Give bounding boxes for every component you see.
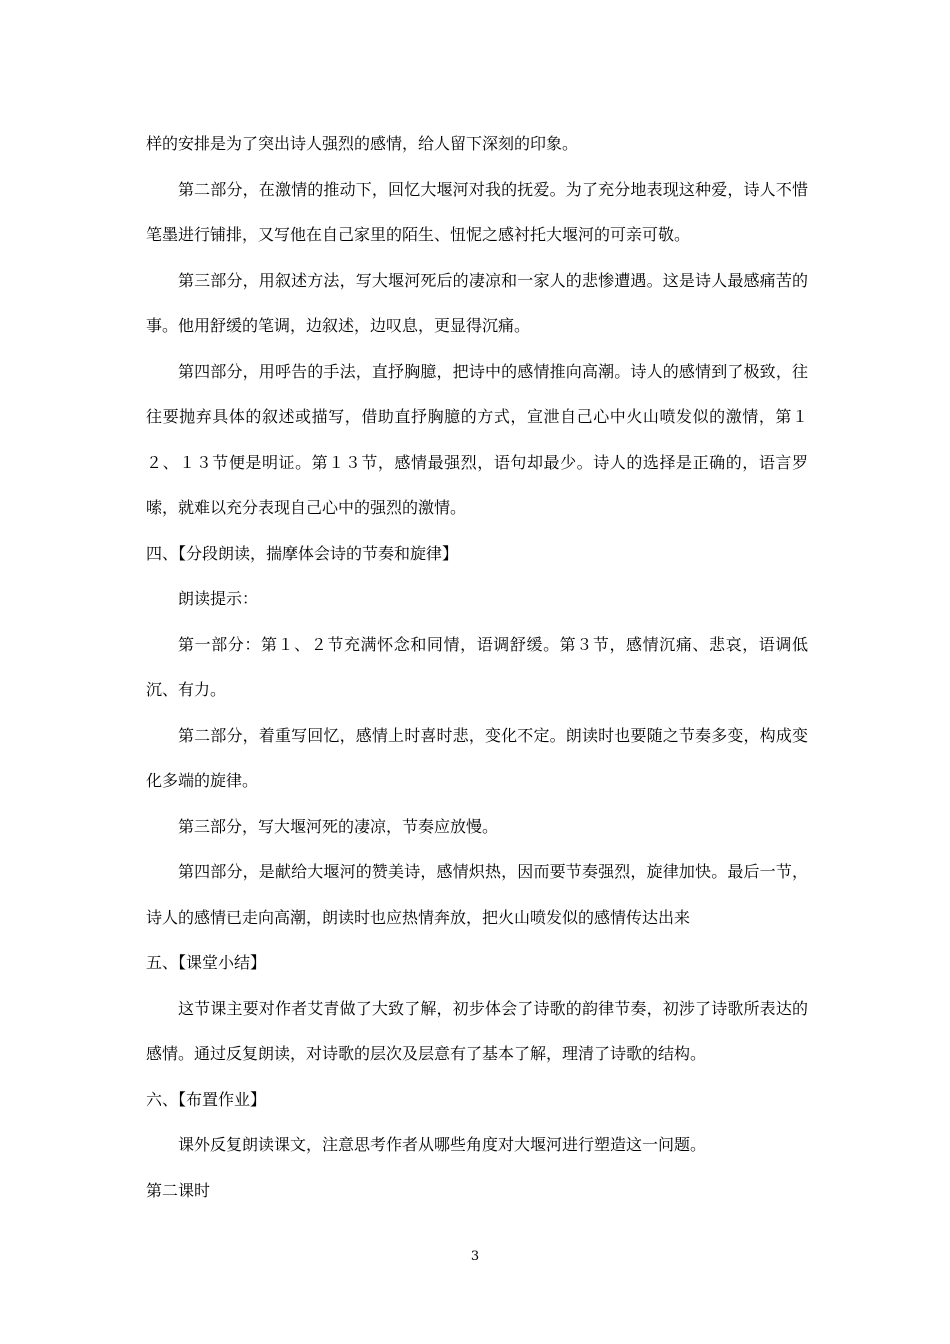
section-heading-six: 六、【布置作业】 xyxy=(146,1089,267,1109)
lesson-summary-paragraph: 这节课主要对作者艾青做了大致了解，初步体会了诗歌的韵律节奏，初涉了诗歌所表达的感情。通过反复朗读，对诗歌的层次及层意有了基本了解，理清了诗歌的结构。 xyxy=(146,998,808,1063)
page-number: 3 xyxy=(470,1249,480,1264)
paragraph-part-three: 第三部分，用叙述方法，写大堰河死后的凄凉和一家人的悲惨遭遇。这是诗人最感痛苦的事。他用舒缓的笔调，边叙述，边叹息，更显得沉痛。 xyxy=(146,270,808,335)
reading-tip-part-two: 第二部分，着重写回忆，感情上时喜时悲，变化不定。朗读时也要随之节奏多变，构成变化多端的旋律。 xyxy=(146,725,808,790)
reading-tips-label: 朗读提示： xyxy=(178,589,259,608)
reading-tip-part-three: 第三部分，写大堰河死的凄凉，节奏应放慢。 xyxy=(178,816,499,836)
homework-paragraph: 课外反复朗读课文，注意思考作者从哪些角度对大堰河进行塑造这一问题。 xyxy=(178,1135,707,1154)
reading-tip-part-one: 第一部分：第１、２节充满怀念和同情，语调舒缓。第３节，感情沉痛、悲哀，语调低沉、有力。 xyxy=(146,634,808,699)
paragraph-part-two: 第二部分，在激情的推动下，回忆大堰河对我的抚爱。为了充分地表现这种爱，诗人不惜笔墨进行铺排，又写他在自己家里的陌生、忸怩之感衬托大堰河的可亲可敬。 xyxy=(146,179,808,244)
document-body xyxy=(146,121,808,1213)
paragraph-continuation: 样的安排是为了突出诗人强烈的感情，给人留下深刻的印象。 xyxy=(146,134,579,153)
reading-tip-part-four: 第四部分，是献给大堰河的赞美诗，感情炽热，因而要节奏强烈，旋律加快。最后一节，诗人的感情已走向高潮，朗读时也应热情奔放，把火山喷发似的感情传达出来 xyxy=(146,862,808,927)
section-heading-four: 四、【分段朗读，揣摩体会诗的节奏和旋律】 xyxy=(146,543,459,563)
paragraph-part-four: 第四部分，用呼告的手法，直抒胸臆，把诗中的感情推向高潮。诗人的感情到了极致，往往要抛弃具体的叙述或描写，借助直抒胸臆的方式，宣泄自己心中火山喷发似的激情，第１２、１３节便是明证。第１３节，感情最强烈，语句却最少。诗人的选择是正确的，语言罗嗦，就难以充分表现自己心中的强烈的激情。 xyxy=(146,361,808,517)
section-heading-five: 五、【课堂小结】 xyxy=(146,953,267,972)
second-lesson-heading: 第二课时 xyxy=(146,1180,211,1200)
